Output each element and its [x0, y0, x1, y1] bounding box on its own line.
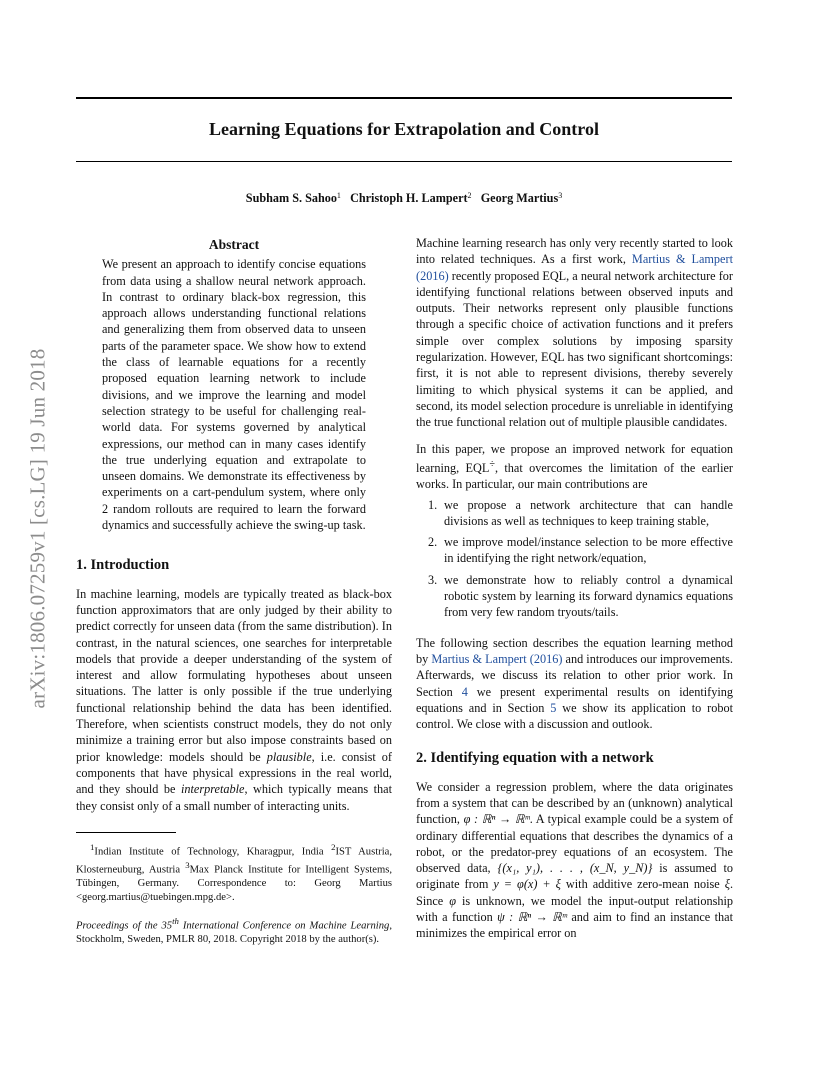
- text-run: we present experimental results on identifying equations and in Section: [416, 684, 733, 715]
- list-number: 2.: [428, 535, 438, 550]
- text-run: In this paper, we propose an improved network for equation learning, EQL: [416, 441, 733, 475]
- list-item: [416, 534, 733, 567]
- body-paragraph: [416, 441, 733, 493]
- section-ref-link[interactable]: 5: [550, 700, 557, 715]
- body-paragraph: [416, 235, 733, 431]
- text-run: th: [172, 916, 179, 927]
- text-run: and aim to find an instance that minimizes the empirical error on: [416, 910, 733, 941]
- math-inline: φ : ℝⁿ → ℝᵐ: [463, 812, 530, 827]
- list-item: [416, 572, 733, 621]
- author-list: [76, 191, 732, 206]
- text-run: The following section describes the equation learning method by: [416, 635, 733, 666]
- footnote-rule: [76, 832, 176, 833]
- right-column: [416, 235, 733, 942]
- footnote-mark: 2: [331, 841, 336, 852]
- author-affiliation-mark: 3: [558, 191, 563, 200]
- introduction-heading: 1. Introduction: [76, 557, 170, 574]
- text-run: In machine learning, models are typically treated as black-box function approximators that are only judged by their ability to predict correctly for unseen data (from the same distribution). In contrast, in the natural sciences, one searches for interpretable models that provide a deeper understanding of the system of interest and allow formulating hypotheses about unseen situations. The latter is only possible if the true underlying functional relationship behind the data has been identified. Therefore, when scientists construct models, they do not only minimize a training error but also impose constraints based on prior knowledge: models should be: [76, 586, 392, 764]
- list-number: 1.: [428, 497, 438, 512]
- introduction-paragraph: [76, 586, 392, 814]
- list-item-text: we propose a network architecture that can handle divisions as well as techniques to keep training stable,: [444, 497, 733, 528]
- author-affiliation-mark: 1: [336, 191, 341, 200]
- text-run: with additive zero-mean noise: [560, 877, 725, 892]
- author-name: Georg Martius: [480, 191, 559, 205]
- text-run: Proceedings of the 35: [76, 920, 173, 932]
- list-number: 3.: [428, 572, 438, 587]
- title-rule-bottom: [76, 161, 732, 162]
- body-paragraph: [416, 779, 733, 942]
- text-run: . A typical example could be a system of ordinary differential equations that describes the dynamics of a robot, or the predator-prey equations of an ecosystem. The observed data,: [416, 812, 733, 876]
- abstract-heading: Abstract: [208, 237, 260, 252]
- author-affiliation-mark: 2: [467, 191, 472, 200]
- body-paragraph: [416, 635, 733, 733]
- text-run: Indian Institute of Technology, Kharagpur, India: [94, 846, 332, 858]
- math-inline: y = φ(x) + ξ: [493, 877, 561, 892]
- text-run: we show its application to robot control. We close with a discussion and outlook.: [416, 700, 733, 732]
- section-ref-link[interactable]: 4: [461, 684, 468, 699]
- text-run: recently proposed EQL, a neural network architecture for identifying functional relations between observed inputs and outputs. Their networks represent only plausible functions through a specific choice of activation functions and it prefers simple over complex solutions by imposing sparsity regularization. However, EQL has two significant shortcomings: first, it is not able to represent divisions, thereby severely limiting to which physical systems it can be applied, and second, its model selection procedure is unreliable in identifying the true functional relation out of multiple plausible candidates.: [416, 268, 733, 430]
- list-item-text: we demonstrate how to reliably control a dynamical robotic system by learning its forward dynamics equations from very few random tryouts/tails.: [444, 572, 733, 620]
- text-run: , i.e. consist of components that have physical expressions in the real world, and they should be: [76, 749, 392, 797]
- emphasis-text: plausible: [266, 749, 312, 764]
- superscript: ÷: [489, 458, 495, 470]
- text-run: Machine learning research has only very recently started to look into related techniques. As a first work,: [416, 236, 733, 267]
- text-run: is assumed to originate from: [416, 861, 733, 892]
- text-run: We consider a regression problem, where the data originates from a system that can be described by an (unknown) analytical function,: [416, 779, 733, 827]
- contributions-list: [416, 497, 733, 621]
- footnote-mark: 3: [185, 860, 190, 871]
- citation-link[interactable]: Martius & Lampert (2016): [431, 651, 563, 666]
- math-inline: ξ: [724, 877, 730, 892]
- emphasis-text: interpretable: [180, 782, 245, 797]
- footnote-mark: 1: [90, 841, 95, 852]
- math-inline: {(x₁, y₁), . . . , (x_N, y_N)}: [497, 861, 653, 876]
- text-run: . Since: [416, 877, 733, 908]
- author-name: Christoph H. Lampert: [350, 191, 468, 205]
- math-inline: φ: [449, 893, 456, 908]
- title-rule-top: [76, 97, 732, 99]
- text-run: International Conference on Machine Learning: [178, 920, 390, 932]
- affiliation-footnote: [76, 841, 392, 905]
- list-item: [416, 497, 733, 530]
- text-run: is unknown, we model the input-output relationship with a function: [416, 893, 733, 925]
- left-column: [76, 235, 392, 947]
- text-run: and introduces our improvements. Afterwards, we discuss its relation to other prior work. In Section: [416, 651, 733, 699]
- section-2-heading: 2. Identifying equation with a network: [416, 750, 654, 767]
- text-run: , that overcomes the limitation of the earlier works. In particular, our main contributions are: [416, 460, 733, 492]
- proceedings-note: [76, 915, 392, 947]
- text-run: , Stockholm, Sweden, PMLR 80, 2018. Copyright 2018 by the author(s).: [76, 920, 392, 946]
- text-run: , which typically means that they consist only of a small number of interacting units.: [76, 782, 392, 813]
- text-run: IST Austria, Klosterneuburg, Austria: [76, 846, 392, 876]
- citation-link[interactable]: Martius & Lampert (2016): [416, 252, 733, 283]
- math-inline: ψ : ℝⁿ → ℝᵐ: [497, 910, 567, 925]
- paper-title: Learning Equations for Extrapolation and Control: [209, 119, 599, 139]
- text-run: Max Planck Institute for Intelligent Systems, Tübingen, Germany. Correspondence to: Georg Martius <georg.martius@tuebingen.mpg.de>.: [76, 864, 392, 904]
- list-item-text: we improve model/instance selection to be more effective in identifying the right network/equation,: [444, 535, 733, 566]
- arxiv-stamp-text: arXiv:1806.07259v1 [cs.LG] 19 Jun 2018: [25, 348, 50, 709]
- author-name: Subham S. Sahoo: [245, 191, 337, 205]
- abstract-text: We present an approach to identify concise equations from data using a shallow neural network approach. In contrast to ordinary black-box regression, this approach allows understanding functional relations and generalizing them from observed data to unseen parts of the parameter space. We show how to extend the class of learnable equations for a recently proposed equation learning network to include divisions, and we improve the learning and model selection strategy to be useful for challenging real-world data. For systems governed by analytical expressions, our method can in many cases identify the true underlying equation and extrapolate to unseen domains. We demonstrate its effectiveness by experiments on a cart-pendulum system, where only 2 random rollouts are required to learn the forward dynamics and successfully achieve the swing-up task.: [102, 257, 366, 533]
